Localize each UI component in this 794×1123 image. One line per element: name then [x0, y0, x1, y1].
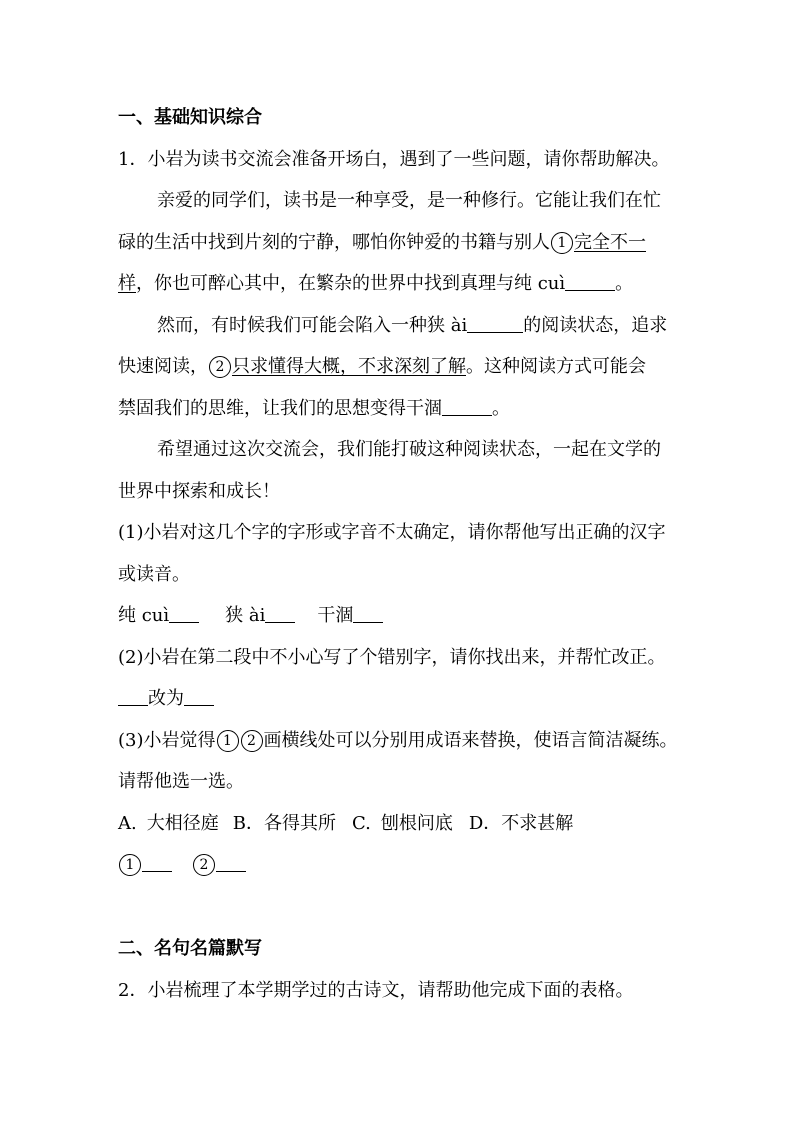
passage-text: 。这种阅读方式可能会 [466, 356, 646, 377]
passage-text: 的阅读状态，追求 [523, 315, 668, 336]
circled-number-1: 1 [551, 232, 573, 254]
answer-blank-ai[interactable] [265, 604, 295, 623]
circled-number-2: 2 [241, 730, 263, 752]
underlined-phrase-2: 只求懂得大概，不求深刻了解 [232, 356, 466, 377]
circled-number-1: 1 [217, 730, 239, 752]
answer-blank-1[interactable] [142, 853, 172, 872]
underlined-phrase-1b: 样 [118, 273, 136, 294]
change-label: 改为 [148, 688, 184, 709]
option-text: 刨根问底 [380, 813, 453, 834]
fill-blank-ai[interactable] [467, 314, 523, 333]
subquestion-2-answer [118, 687, 214, 711]
subquestion-1-line2: 或读音。 [118, 564, 190, 585]
underlined-phrase-1a: 完全不一 [574, 232, 646, 253]
passage-text: 禁固我们的思维，让我们的思想变得干涸 [118, 398, 442, 419]
answer-item-label: 干涸 [317, 605, 354, 626]
subquestion-1-answers [118, 604, 383, 628]
subquestion-3-line1 [118, 729, 678, 753]
passage-text: 快速阅读， [118, 356, 208, 377]
passage-p1-line1: 亲爱的同学们，读书是一种享受，是一种修行。它能让我们在忙 [157, 190, 661, 211]
passage-text: 然而，有时候我们可能会陷入一种狭 ài [157, 315, 468, 336]
subquestion-text: 画横线处可以分别用成语来替换，使语言简洁凝练。 [263, 730, 678, 751]
answer-blank-hegu[interactable] [353, 604, 383, 623]
passage-text: 。 [615, 273, 634, 294]
answer-blank-cui[interactable] [169, 604, 199, 623]
subquestion-3-options [118, 812, 573, 836]
option-letter: B． [232, 813, 264, 834]
option-text: 大相径庭 [146, 813, 219, 834]
option-b[interactable] [233, 813, 336, 834]
option-d[interactable] [469, 813, 573, 834]
answer-blank-correct-char[interactable] [184, 687, 214, 706]
subquestion-text: (3)小岩觉得 [118, 730, 216, 751]
passage-p3-line2: 世界中探索和成长！ [118, 481, 280, 502]
subquestion-1-line1: (1)小岩对这几个字的字形或字音不太确定，请你帮他写出正确的汉字 [118, 522, 666, 543]
passage-text: ，你也可醉心其中，在繁杂的世界中找到真理与纯 cuì [136, 273, 566, 294]
question-2-stem: 2．小岩梳理了本学期学过的古诗文，请帮助他完成下面的表格。 [118, 980, 634, 1001]
option-text: 不求甚解 [501, 813, 574, 834]
passage-p2-line1 [157, 314, 667, 338]
subquestion-3-answers [118, 853, 246, 877]
passage-text: 碌的生活中找到片刻的宁静，哪怕你钟爱的书籍与别人 [118, 232, 550, 253]
option-a[interactable] [118, 813, 219, 834]
question-1-stem: 1．小岩为读书交流会准备开场白，遇到了一些问题，请你帮助解决。 [118, 149, 670, 170]
section-heading-1: 一、基础知识综合 [118, 107, 262, 128]
option-letter: C. [351, 813, 371, 834]
subquestion-3-line2: 请帮他选一选。 [118, 771, 244, 792]
circled-number-1: 1 [119, 854, 141, 876]
passage-p2-line3 [118, 397, 510, 421]
passage-p3-line1: 希望通过这次交流会，我们能打破这种阅读状态，一起在文学的 [157, 439, 661, 460]
option-c[interactable] [352, 813, 453, 834]
answer-item-label: 纯 cuì [118, 605, 170, 626]
passage-p2-line2 [118, 355, 646, 379]
fill-blank-cui[interactable] [565, 272, 615, 291]
passage-text: 。 [492, 398, 510, 419]
option-letter: D． [468, 813, 502, 834]
subquestion-2-line1: (2)小岩在第二段中不小心写了个错别字，请你找出来，并帮忙改正。 [118, 647, 666, 668]
passage-p1-line2 [118, 231, 646, 255]
section-heading-2: 二、名句名篇默写 [118, 938, 262, 959]
fill-blank-hegu[interactable] [442, 397, 492, 416]
answer-blank-2[interactable] [216, 853, 246, 872]
answer-item-label: 狭 ài [225, 605, 266, 626]
option-letter: A. [118, 813, 137, 834]
passage-p1-line3 [118, 272, 633, 296]
option-text: 各得其所 [263, 813, 336, 834]
circled-number-2: 2 [209, 356, 231, 378]
answer-blank-wrong-char[interactable] [118, 687, 148, 706]
circled-number-2: 2 [193, 854, 215, 876]
